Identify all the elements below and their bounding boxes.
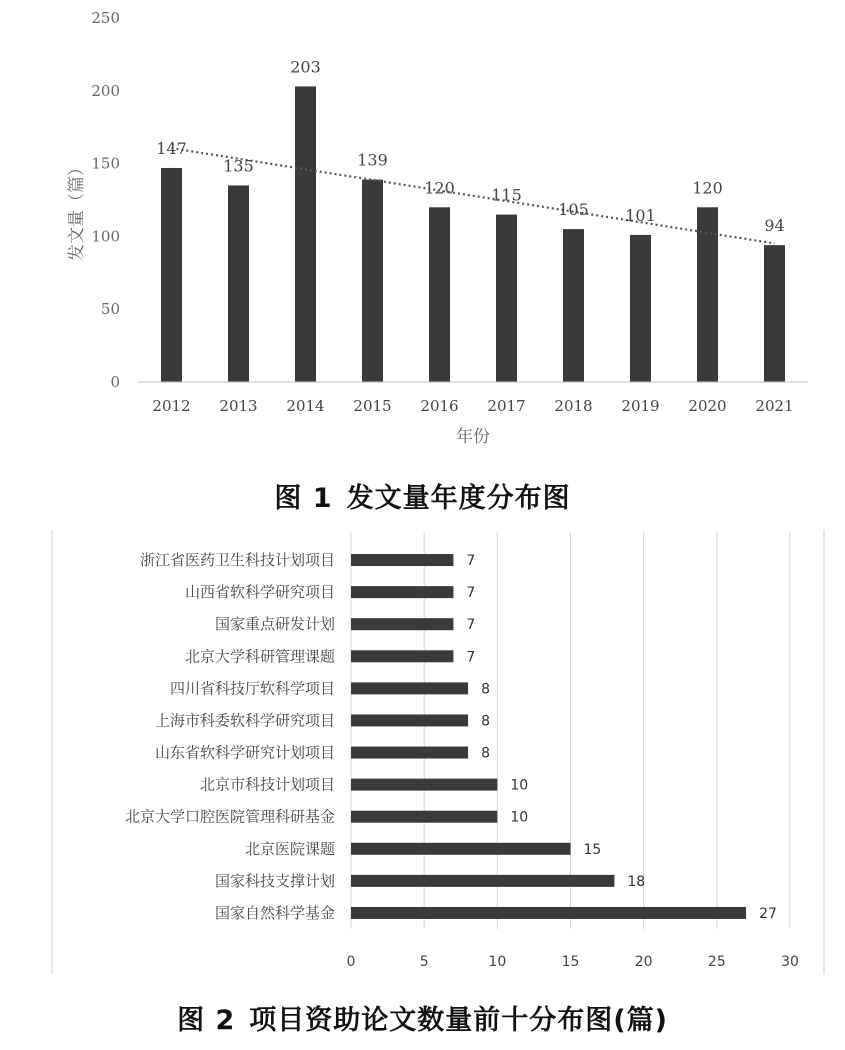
category-label: 国家自然科学基金: [214, 903, 335, 922]
x-axis-ticks: [347, 954, 799, 970]
data-label-2016: 120: [424, 178, 455, 198]
x-tick-label: 10: [488, 954, 507, 970]
data-label: 15: [583, 841, 602, 858]
figure1-caption-number: 图 1: [274, 483, 333, 514]
data-label-2013: 135: [223, 156, 254, 176]
data-label: 7: [466, 585, 476, 602]
bar-2015: [362, 180, 383, 382]
category-label: 四川省科技厅软科学项目: [169, 679, 335, 698]
category-label: 浙江省医药卫生科技计划项目: [139, 551, 335, 570]
bar-2019: [630, 235, 651, 382]
bar-2012: [161, 168, 182, 382]
figure2-caption: [0, 998, 845, 1037]
bar-11: [351, 875, 614, 887]
y-axis-label: 发文量（篇）: [67, 159, 87, 261]
funding-projects-chart: [0, 524, 845, 984]
x-tick-label: 2020: [688, 397, 727, 415]
bar-5: [351, 682, 468, 694]
data-label: 7: [466, 553, 476, 570]
bar-2018: [563, 229, 584, 382]
x-tick-label: 2016: [420, 397, 459, 415]
data-label-2019: 101: [625, 205, 656, 225]
category-label: 上海市科委软科学研究项目: [154, 711, 335, 730]
x-axis-ticks: [152, 397, 793, 415]
data-label-2017: 115: [491, 185, 522, 205]
annual-publications-chart: [0, 0, 845, 470]
y-tick-label: 100: [91, 227, 120, 246]
y-tick-label: 50: [100, 300, 120, 319]
data-label: 27: [759, 905, 777, 922]
bar-2013: [228, 185, 249, 382]
x-tick-label: 2018: [554, 397, 593, 415]
linear-trendline: [172, 148, 775, 243]
data-labels: [466, 553, 776, 922]
x-tick-label: 2013: [219, 397, 258, 415]
data-labels: [156, 57, 784, 235]
bar-2017: [496, 215, 517, 382]
y-tick-label: 150: [91, 154, 120, 173]
data-label: 7: [466, 649, 476, 666]
data-label: 7: [466, 617, 476, 634]
bar-7: [351, 747, 468, 759]
category-label: 北京医院课题: [244, 839, 335, 858]
data-label: 18: [627, 873, 646, 890]
bar-2: [351, 586, 453, 598]
data-label: 10: [510, 809, 529, 826]
category-label: 北京市科技计划项目: [199, 775, 335, 794]
y-axis-ticks: [91, 9, 120, 391]
bar-2021: [764, 245, 785, 382]
bars: [351, 554, 746, 919]
bar-12: [351, 907, 746, 919]
figure2-caption-number: 图 2: [177, 1005, 236, 1036]
bar-2014: [295, 86, 316, 382]
bar-8: [351, 779, 497, 791]
figure1-caption: [0, 476, 845, 515]
data-label: 8: [481, 713, 490, 730]
x-tick-label: 20: [634, 954, 653, 970]
category-label: 山东省软科学研究计划项目: [154, 743, 335, 762]
x-axis-label: 年份: [456, 427, 490, 447]
y-tick-label: 250: [91, 9, 120, 27]
bar-6: [351, 714, 468, 726]
y-tick-label: 200: [91, 81, 120, 100]
category-labels: [125, 551, 335, 922]
category-label: 国家科技支撑计划: [214, 871, 335, 890]
data-label-2020: 120: [692, 178, 723, 198]
x-tick-label: 30: [781, 954, 799, 970]
x-tick-label: 0: [346, 954, 356, 970]
trendline: [172, 148, 775, 243]
category-label: 山西省软科学研究项目: [184, 583, 335, 602]
data-label-2015: 139: [357, 150, 388, 170]
category-label: 北京大学科研管理课题: [184, 647, 335, 666]
data-label: 8: [481, 745, 490, 762]
bar-10: [351, 843, 571, 855]
x-tick-label: 2019: [621, 397, 660, 415]
x-tick-label: 2014: [286, 397, 325, 415]
category-label: 北京大学口腔医院管理科研基金: [124, 807, 335, 826]
bar-1: [351, 554, 453, 566]
bar-9: [351, 811, 497, 823]
x-tick-label: 15: [561, 954, 580, 970]
x-tick-label: 2015: [353, 397, 392, 415]
x-tick-label: 2021: [755, 397, 794, 415]
data-label: 10: [510, 777, 529, 794]
figure2-caption-text: 项目资助论文数量前十分布图(篇): [249, 1005, 668, 1036]
data-label-2014: 203: [290, 57, 321, 77]
bars: [161, 86, 785, 382]
category-label: 国家重点研发计划: [214, 615, 335, 634]
bar-4: [351, 650, 453, 662]
x-tick-label: 2017: [487, 397, 526, 415]
data-label-2018: 105: [558, 200, 589, 220]
data-label-2021: 94: [764, 216, 785, 236]
figure1-caption-text: 发文量年度分布图: [346, 483, 571, 514]
bar-2016: [429, 207, 450, 382]
x-tick-label: 2012: [152, 397, 191, 415]
bar-3: [351, 618, 453, 630]
data-label: 8: [481, 681, 490, 698]
y-tick-label: 0: [110, 373, 120, 391]
x-tick-label: 25: [707, 954, 726, 970]
x-tick-label: 5: [419, 954, 429, 970]
data-label-2012: 147: [156, 138, 187, 158]
